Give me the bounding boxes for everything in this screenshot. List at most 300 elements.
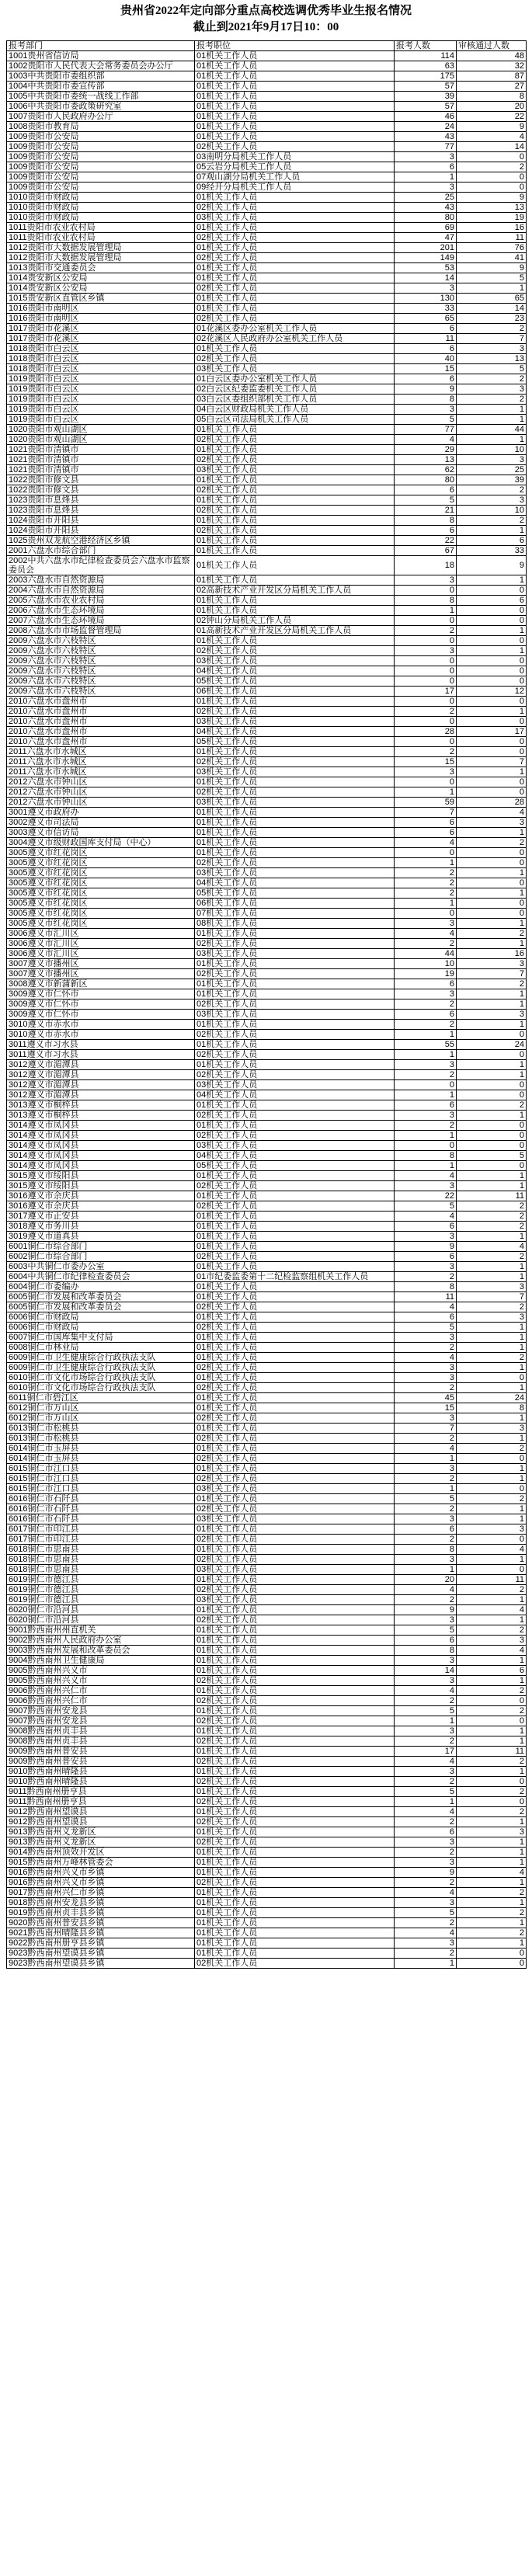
cell-approved: 3 [457,959,527,969]
cell-approved: 1 [457,767,527,777]
cell-applicants: 5 [395,1201,457,1212]
cell-applicants: 2 [395,626,457,636]
cell-approved: 1 [457,1858,527,1868]
cell-approved: 10 [457,506,527,516]
cell-applicants: 47 [395,233,457,243]
cell-approved: 7 [457,757,527,767]
cell-applicants: 5 [395,1625,457,1636]
table-row [7,324,527,334]
cell-approved: 0 [457,183,527,193]
cell-department: 1014贵安新区公安局 [7,283,195,294]
cell-approved: 2 [457,1757,527,1767]
table-row [7,858,527,868]
cell-applicants: 2 [395,1848,457,1858]
cell-department: 6002铜仁市综合部门 [7,1252,195,1262]
cell-position: 01机关工作人员 [195,1787,395,1797]
cell-approved: 0 [457,858,527,868]
cell-position: 04机关工作人员 [195,727,395,737]
cell-position: 01机关工作人员 [195,1656,395,1666]
cell-approved: 0 [457,1373,527,1383]
cell-position: 03机关工作人员 [195,1514,395,1524]
cell-applicants: 2 [395,1595,457,1605]
table-row [7,1191,527,1201]
cell-applicants: 1 [395,1454,457,1464]
cell-applicants: 22 [395,1191,457,1201]
cell-position: 01机关工作人员 [195,1494,395,1504]
cell-approved: 23 [457,314,527,324]
cell-department: 6014铜仁市玉屏县 [7,1454,195,1464]
cell-approved: 8 [457,1403,527,1413]
table-row [7,606,527,616]
cell-position: 02机关工作人员 [195,455,395,465]
cell-approved: 11 [457,1575,527,1585]
cell-department: 3018遵义市务川县 [7,1222,195,1232]
cell-department: 2010六盘水市盘州市 [7,727,195,737]
table-row [7,233,527,243]
cell-department: 1010贵阳市财政局 [7,213,195,223]
cell-department: 9023黔西南州望谟县乡镇 [7,1949,195,1959]
cell-department: 1012贵阳市大数据发展管理局 [7,243,195,253]
cell-department: 9005黔西南州兴义市 [7,1666,195,1676]
cell-approved: 3 [457,1827,527,1837]
table-row [7,273,527,283]
cell-applicants: 13 [395,455,457,465]
table-row [7,1565,527,1575]
cell-position: 01机关工作人员 [195,475,395,485]
cell-position: 01机关工作人员 [195,1292,395,1302]
cell-position: 01机关工作人员 [195,989,395,999]
cell-department: 9010黔西南州晴隆县 [7,1767,195,1777]
table-row [7,556,527,575]
cell-applicants: 67 [395,546,457,556]
cell-approved: 1 [457,626,527,636]
cell-position: 02机关工作人员 [195,1615,395,1625]
table-row [7,1232,527,1242]
cell-applicants: 2 [395,1121,457,1131]
table-row [7,1010,527,1020]
cell-department: 3005遵义市红花岗区 [7,868,195,878]
cell-department: 6012铜仁市万山区 [7,1413,195,1424]
table-row [7,142,527,152]
cell-applicants: 2 [395,888,457,899]
table-row [7,334,527,344]
cell-department: 6018铜仁市思南县 [7,1545,195,1555]
table-row [7,1787,527,1797]
cell-applicants: 6 [395,324,457,334]
cell-applicants: 8 [395,1282,457,1292]
cell-applicants: 44 [395,949,457,959]
cell-applicants: 0 [395,909,457,919]
cell-approved: 11 [457,233,527,243]
table-row [7,1949,527,1959]
cell-department: 3005遵义市红花岗区 [7,848,195,858]
cell-position: 03机关工作人员 [195,364,395,374]
cell-position: 01机关工作人员 [195,536,395,546]
table-row [7,1777,527,1787]
cell-department: 1003中共贵阳市委组织部 [7,71,195,82]
cell-applicants: 1 [395,1030,457,1040]
cell-applicants: 3 [395,1726,457,1736]
cell-approved: 1 [457,1262,527,1272]
table-row [7,808,527,818]
cell-position: 03机关工作人员 [195,1565,395,1575]
cell-approved: 19 [457,213,527,223]
cell-position: 01机关工作人员 [195,556,395,575]
cell-approved: 3 [457,495,527,506]
cell-position: 01机关工作人员 [195,1040,395,1050]
cell-approved: 17 [457,727,527,737]
cell-position: 02机关工作人员 [195,707,395,717]
cell-applicants: 80 [395,213,457,223]
cell-department: 3004遵义市级财政国库支付局（中心） [7,838,195,848]
cell-approved: 1 [457,1938,527,1949]
table-row [7,1333,527,1343]
cell-department: 9012黔西南州望谟县 [7,1817,195,1827]
table-row [7,1868,527,1878]
table-row [7,999,527,1010]
cell-approved: 2 [457,1222,527,1232]
cell-applicants: 3 [395,1615,457,1625]
table-row [7,1030,527,1040]
cell-applicants: 1 [395,172,457,183]
cell-approved: 0 [457,1090,527,1100]
cell-applicants: 3 [395,1938,457,1949]
cell-approved: 2 [457,1494,527,1504]
cell-department: 2009六盘水市六枝特区 [7,636,195,646]
cell-approved: 1 [457,1272,527,1282]
cell-position: 01机关工作人员 [195,1464,395,1474]
table-row [7,395,527,405]
table-row [7,1524,527,1535]
table-row [7,747,527,757]
cell-approved: 65 [457,294,527,304]
table-row [7,929,527,939]
cell-applicants: 9 [395,384,457,395]
table-row [7,1373,527,1383]
cell-approved: 0 [457,737,527,747]
table-row [7,868,527,878]
cell-applicants: 80 [395,475,457,485]
cell-approved: 1 [457,1898,527,1908]
cell-department: 1019贵阳市白云区 [7,405,195,415]
cell-applicants: 7 [395,808,457,818]
table-row [7,1222,527,1232]
table-row [7,909,527,919]
cell-approved: 2 [457,1686,527,1696]
cell-department: 1014贵安新区公安局 [7,273,195,283]
cell-approved: 9 [457,556,527,575]
cell-position: 04白云区财政局机关工作人员 [195,405,395,415]
cell-applicants: 6 [395,162,457,172]
cell-approved: 1 [457,1232,527,1242]
table-row [7,838,527,848]
cell-approved: 9 [457,263,527,273]
cell-applicants: 2 [395,1383,457,1393]
cell-applicants: 46 [395,112,457,122]
cell-department: 3017遵义市正安县 [7,1212,195,1222]
cell-applicants: 9 [395,1605,457,1615]
table-row [7,425,527,435]
cell-position: 05云岩分局机关工作人员 [195,162,395,172]
cell-approved: 4 [457,808,527,818]
cell-position: 01机关工作人员 [195,1242,395,1252]
cell-position: 02机关工作人员 [195,1323,395,1333]
cell-approved: 2 [457,838,527,848]
cell-approved: 1 [457,526,527,536]
table-row [7,1141,527,1151]
table-row [7,616,527,626]
cell-applicants: 24 [395,122,457,132]
cell-approved: 1 [457,828,527,838]
cell-applicants: 175 [395,71,457,82]
cell-position: 01机关工作人员 [195,1605,395,1615]
cell-department: 2009六盘水市六枝特区 [7,687,195,697]
cell-department: 3005遵义市红花岗区 [7,899,195,909]
cell-approved: 0 [457,1797,527,1807]
cell-position: 01机关工作人员 [195,516,395,526]
cell-position: 01机关工作人员 [195,1807,395,1817]
cell-applicants: 6 [395,526,457,536]
cell-position: 01机关工作人员 [195,1888,395,1898]
cell-approved: 25 [457,465,527,475]
cell-department: 6015铜仁市江口县 [7,1484,195,1494]
cell-position: 01白云区委办公室机关工作人员 [195,374,395,384]
cell-approved: 1 [457,1383,527,1393]
cell-department: 6011铜仁市碧江区 [7,1393,195,1403]
cell-position: 02机关工作人员 [195,1696,395,1706]
cell-applicants: 2 [395,1777,457,1787]
cell-applicants: 3 [395,283,457,294]
cell-department: 1009贵阳市公安局 [7,142,195,152]
cell-applicants: 4 [395,1353,457,1363]
cell-position: 01机关工作人员 [195,546,395,556]
cell-applicants: 25 [395,193,457,203]
cell-position: 01机关工作人员 [195,1747,395,1757]
cell-approved: 87 [457,71,527,82]
cell-department: 2002中共六盘水市纪律检查委员会六盘水市监察委员会 [7,556,195,575]
cell-department: 6009铜仁市卫生健康综合行政执法支队 [7,1353,195,1363]
cell-applicants: 4 [395,1686,457,1696]
cell-approved: 1 [457,999,527,1010]
cell-department: 1007贵阳市人民政府办公厅 [7,112,195,122]
cell-approved: 0 [457,1565,527,1575]
cell-department: 3012遵义市湄潭县 [7,1060,195,1070]
cell-department: 1024贵阳市开阳县 [7,516,195,526]
cell-department: 1016贵阳市南明区 [7,304,195,314]
cell-applicants: 6 [395,1222,457,1232]
cell-applicants: 3 [395,1767,457,1777]
cell-applicants: 4 [395,838,457,848]
cell-applicants: 1 [395,1050,457,1060]
cell-position: 01机关工作人员 [195,697,395,707]
cell-position: 02机关工作人员 [195,314,395,324]
cell-position: 07观山湖分局机关工作人员 [195,172,395,183]
cell-applicants: 3 [395,1181,457,1191]
table-row [7,1595,527,1605]
table-row [7,1060,527,1070]
table-row [7,1212,527,1222]
table-row [7,707,527,717]
cell-department: 3003遵义市信访局 [7,828,195,838]
cell-department: 1001贵州省信访局 [7,51,195,61]
table-row [7,1767,527,1777]
cell-approved: 12 [457,687,527,697]
cell-applicants: 3 [395,1373,457,1383]
cell-applicants: 2 [395,1878,457,1888]
cell-department: 6016铜仁市石阡县 [7,1504,195,1514]
cell-applicants: 3 [395,919,457,929]
table-row [7,1050,527,1060]
table-row [7,162,527,172]
table-row [7,1454,527,1464]
table-row [7,213,527,223]
table-row [7,1736,527,1747]
cell-approved: 1 [457,1363,527,1373]
cell-position: 01机关工作人员 [195,1666,395,1676]
cell-applicants: 59 [395,798,457,808]
cell-approved: 1 [457,1736,527,1747]
table-row [7,1747,527,1757]
cell-position: 02机关工作人员 [195,1383,395,1393]
table-row [7,1323,527,1333]
cell-applicants: 5 [395,1323,457,1333]
cell-approved: 1 [457,919,527,929]
cell-applicants: 4 [395,1302,457,1312]
cell-approved: 4 [457,1868,527,1878]
cell-approved: 39 [457,475,527,485]
table-row [7,899,527,909]
table-row [7,1938,527,1949]
cell-applicants: 3 [395,1464,457,1474]
cell-position: 02机关工作人员 [195,969,395,979]
cell-department: 1009贵阳市公安局 [7,152,195,162]
cell-department: 3014遵义市凤冈县 [7,1131,195,1141]
table-row [7,1070,527,1080]
cell-department: 3009遵义市仁怀市 [7,1010,195,1020]
cell-approved: 27 [457,82,527,92]
cell-position: 01机关工作人员 [195,1424,395,1434]
cell-position: 01机关工作人员 [195,263,395,273]
table-row [7,818,527,828]
cell-approved: 20 [457,102,527,112]
cell-approved: 1 [457,1060,527,1070]
cell-approved: 1 [457,1504,527,1514]
cell-department: 3016遵义市余庆县 [7,1191,195,1201]
cell-approved: 1 [457,1474,527,1484]
cell-department: 1023贵阳市息烽县 [7,506,195,516]
table-row [7,1413,527,1424]
cell-position: 01机关工作人员 [195,1827,395,1837]
table-row [7,1444,527,1454]
table-row [7,82,527,92]
cell-approved: 3 [457,384,527,395]
cell-department: 1012贵阳市大数据发展管理局 [7,253,195,263]
cell-applicants: 55 [395,1040,457,1050]
cell-applicants: 3 [395,152,457,162]
cell-applicants: 3 [395,1555,457,1565]
cell-position: 04机关工作人员 [195,1090,395,1100]
table-row [7,727,527,737]
cell-applicants: 40 [395,354,457,364]
cell-department: 1009贵阳市公安局 [7,162,195,172]
cell-department: 6020铜仁市沿河县 [7,1615,195,1625]
cell-position: 01机关工作人员 [195,122,395,132]
cell-position: 02机关工作人员 [195,1555,395,1565]
cell-position: 01机关工作人员 [195,1444,395,1454]
cell-approved: 2 [457,979,527,989]
cell-position: 01机关工作人员 [195,828,395,838]
cell-applicants: 6 [395,344,457,354]
table-row [7,1555,527,1565]
table-row [7,1545,527,1555]
cell-approved: 5 [457,1151,527,1161]
cell-department: 3002遵义市司法局 [7,818,195,828]
cell-approved: 0 [457,586,527,596]
cell-position: 01机关工作人员 [195,636,395,646]
cell-applicants: 1 [395,1484,457,1494]
table-row [7,1848,527,1858]
table-row [7,717,527,727]
cell-department: 9012黔西南州望谟县 [7,1807,195,1817]
table-row [7,1393,527,1403]
cell-position: 02机关工作人员 [195,1363,395,1373]
table-row [7,1020,527,1030]
cell-approved: 1 [457,1878,527,1888]
table-row [7,636,527,646]
cell-position: 01机关工作人员 [195,102,395,112]
cell-approved: 1 [457,1070,527,1080]
cell-approved: 0 [457,636,527,646]
cell-approved: 8 [457,92,527,102]
cell-position: 01机关工作人员 [195,575,395,586]
cell-approved: 0 [457,1959,527,1969]
cell-position: 01机关工作人员 [195,1726,395,1736]
cell-position: 03白云区委组织部机关工作人员 [195,395,395,405]
cell-department: 1017贵阳市花溪区 [7,334,195,344]
cell-department: 1019贵阳市白云区 [7,415,195,425]
cell-applicants: 5 [395,1787,457,1797]
cell-applicants: 8 [395,596,457,606]
table-row [7,415,527,425]
cell-approved: 0 [457,1161,527,1171]
cell-applicants: 3 [395,1262,457,1272]
cell-applicants: 5 [395,1494,457,1504]
table-row [7,435,527,445]
cell-position: 01机关工作人员 [195,1191,395,1201]
table-row [7,1959,527,1969]
cell-department: 9006黔西南州兴仁市 [7,1686,195,1696]
cell-applicants: 0 [395,717,457,727]
cell-approved: 0 [457,1050,527,1060]
cell-department: 3005遵义市红花岗区 [7,909,195,919]
cell-department: 6019铜仁市德江县 [7,1575,195,1585]
cell-approved: 2 [457,1807,527,1817]
cell-approved: 0 [457,172,527,183]
cell-position: 02机关工作人员 [195,485,395,495]
cell-applicants: 4 [395,1444,457,1454]
cell-applicants: 3 [395,1413,457,1424]
cell-position: 02机关工作人员 [195,142,395,152]
cell-applicants: 5 [395,1908,457,1918]
cell-position: 01机关工作人员 [195,1171,395,1181]
cell-applicants: 21 [395,506,457,516]
cell-position: 02机关工作人员 [195,435,395,445]
cell-position: 01机关工作人员 [195,808,395,818]
cell-department: 3013遵义市桐梓县 [7,1100,195,1111]
cell-position: 01机关工作人员 [195,1403,395,1413]
cell-position: 01机关工作人员 [195,92,395,102]
cell-approved: 28 [457,798,527,808]
